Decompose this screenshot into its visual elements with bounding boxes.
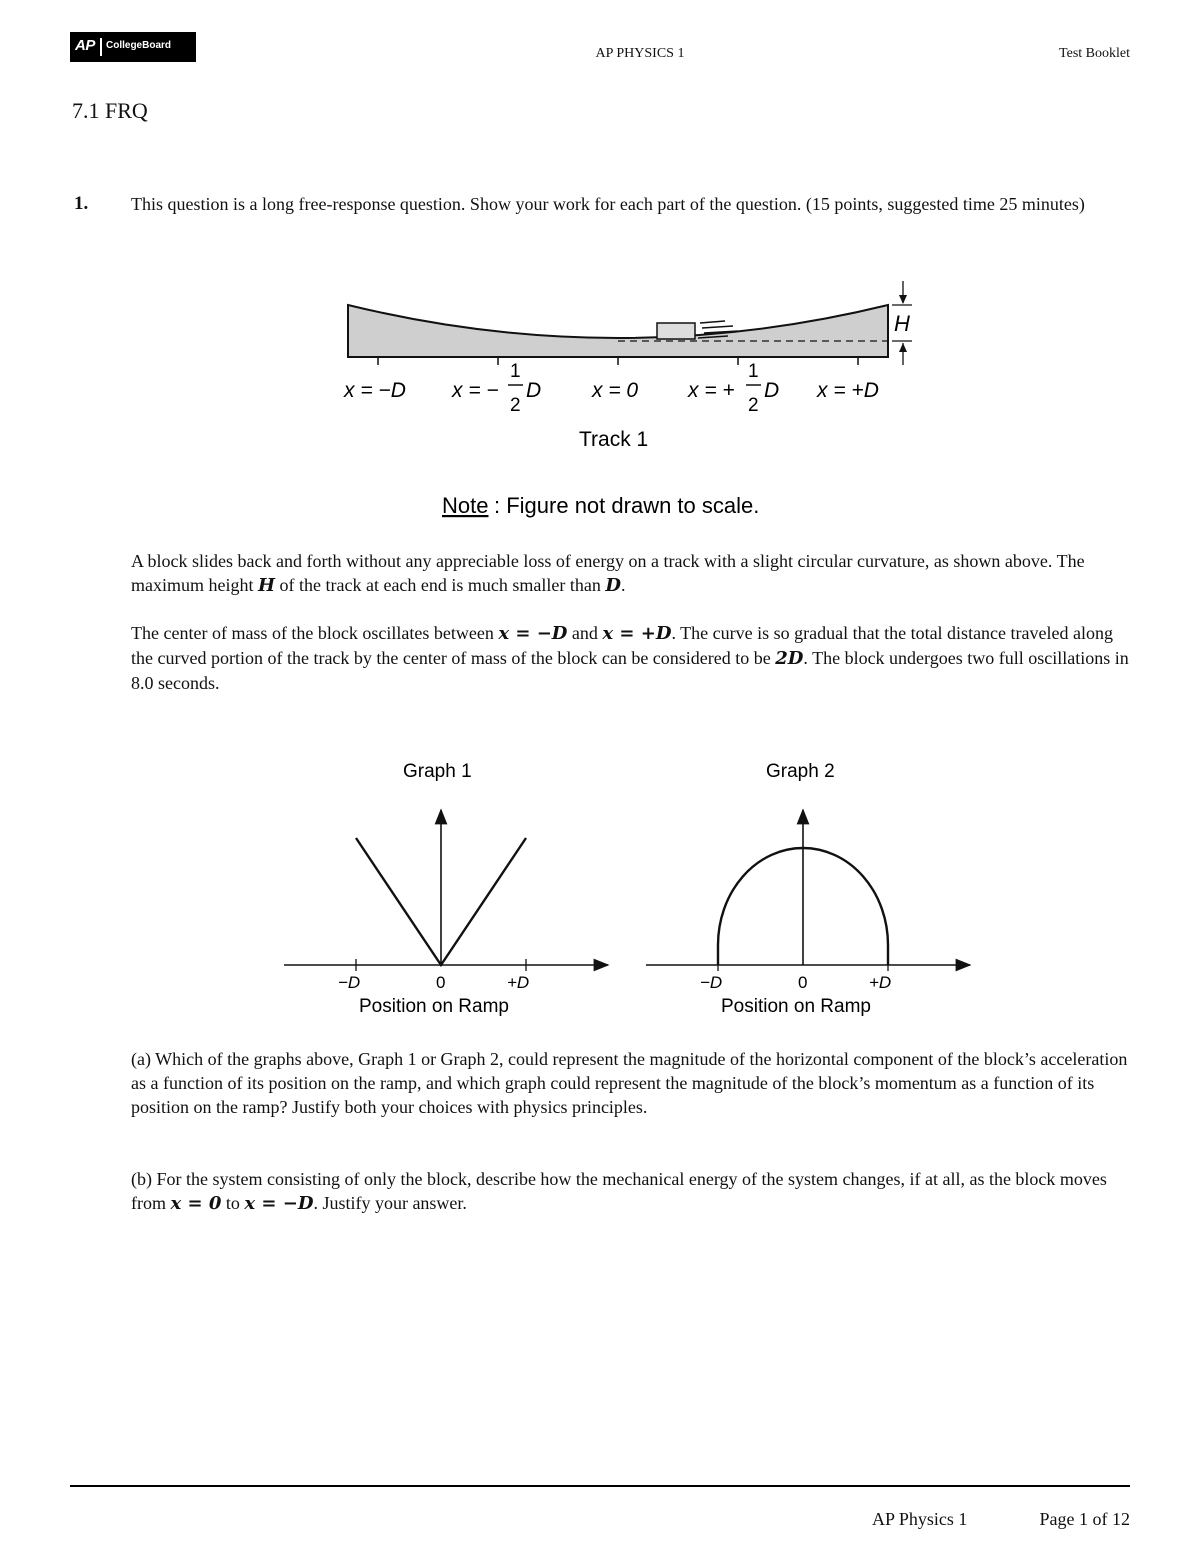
footer-page-number: Page 1 of 12 <box>1039 1509 1130 1529</box>
math-x-plus-d: x = +D <box>602 623 672 644</box>
label-d-pos-half: D <box>764 379 780 402</box>
part-b-text: (b) For the system consisting of only the block, describe how the mechanical energy of the system changes, if at all, as the block moves from x = 0 to x = −D. Justify your answer. <box>131 1169 1107 1214</box>
fraction-numerator-neg: 1 <box>510 361 521 382</box>
fraction-numerator-pos: 1 <box>748 361 759 382</box>
ap-college-board-logo <box>70 32 196 62</box>
fraction-denominator-neg: 2 <box>510 395 521 416</box>
header-course-title: AP PHYSICS 1 <box>595 46 685 61</box>
label-x-plus-half: x = + <box>688 379 735 402</box>
graph-2-tick-zero: 0 <box>798 973 808 992</box>
fraction-denominator-pos: 2 <box>748 395 759 416</box>
track-shape <box>348 305 888 357</box>
height-label: H <box>894 311 910 336</box>
question-number: 1. <box>74 193 89 214</box>
math-h: H <box>257 575 275 596</box>
graph-1-title: Graph 1 <box>403 761 472 782</box>
graphs-figure <box>270 750 990 1030</box>
header-booklet-label: Test Booklet <box>1059 46 1130 61</box>
note-text: : Figure not drawn to scale. <box>494 493 760 518</box>
track-figure <box>330 275 930 525</box>
math-2d: 2D <box>775 648 804 669</box>
graph-2-tick-neg-d: −D <box>700 973 723 992</box>
logo-ap-text: AP <box>75 37 95 54</box>
graph-2 <box>646 761 970 1017</box>
part-a-text: (a) Which of the graphs above, Graph 1 or Graph 2, could represent the magnitude of the horizontal component of the block’s acceleration as a function of its position on the ramp, and which graph could represent the magnitude of the block’s momentum as a function of its position on the ramp? Justify both your choices with physics principles. <box>131 1049 1128 1117</box>
label-x-minus-half: x = − <box>452 379 499 402</box>
track-caption: Track 1 <box>579 428 649 451</box>
graph-2-xlabel: Position on Ramp <box>721 996 871 1017</box>
math-x-zero: x = 0 <box>170 1193 222 1214</box>
section-title: 7.1 FRQ <box>72 98 148 123</box>
description-paragraph-2: The center of mass of the block oscillates between x = −D and x = +D. The curve is so gradual that the total distance traveled along the curved portion of the track by the center of mass of the block can be considered to be 2D. The block undergoes two full oscillations in 8.0 seconds. <box>131 623 1129 693</box>
description-paragraph-1: A block slides back and forth without any appreciable loss of energy on a track with a slight circular curvature, as shown above. The maximum height H of the track at each end is much smaller than D. <box>131 551 1085 596</box>
label-x-minus-d: x = −D <box>344 379 406 402</box>
graph-1-tick-pos-d: +D <box>507 973 530 992</box>
graph-1-tick-neg-d: −D <box>338 973 361 992</box>
footer-divider <box>70 1485 1130 1487</box>
graph-2-tick-pos-d: +D <box>869 973 892 992</box>
label-d-neg-half: D <box>526 379 542 402</box>
label-x-plus-d: x = +D <box>817 379 879 402</box>
logo-college-board-text: CollegeBoard <box>106 40 172 51</box>
track-ticks <box>378 357 858 365</box>
graph-1-tick-zero: 0 <box>436 973 446 992</box>
label-x-zero: x = 0 <box>592 379 639 402</box>
math-d: D <box>605 575 621 596</box>
graph-1-xlabel: Position on Ramp <box>359 996 509 1017</box>
math-x-minus-d: x = −D <box>498 623 568 644</box>
graph-2-title: Graph 2 <box>766 761 835 782</box>
note-label: Note <box>442 493 489 518</box>
math-x-minus-d-b: x = −D <box>244 1193 314 1214</box>
question-intro: This question is a long free-response question. Show your work for each part of the question. (15 points, suggested time 25 minutes) <box>131 194 1085 214</box>
graph-1 <box>284 761 608 1017</box>
footer-course: AP Physics 1 <box>872 1509 968 1529</box>
